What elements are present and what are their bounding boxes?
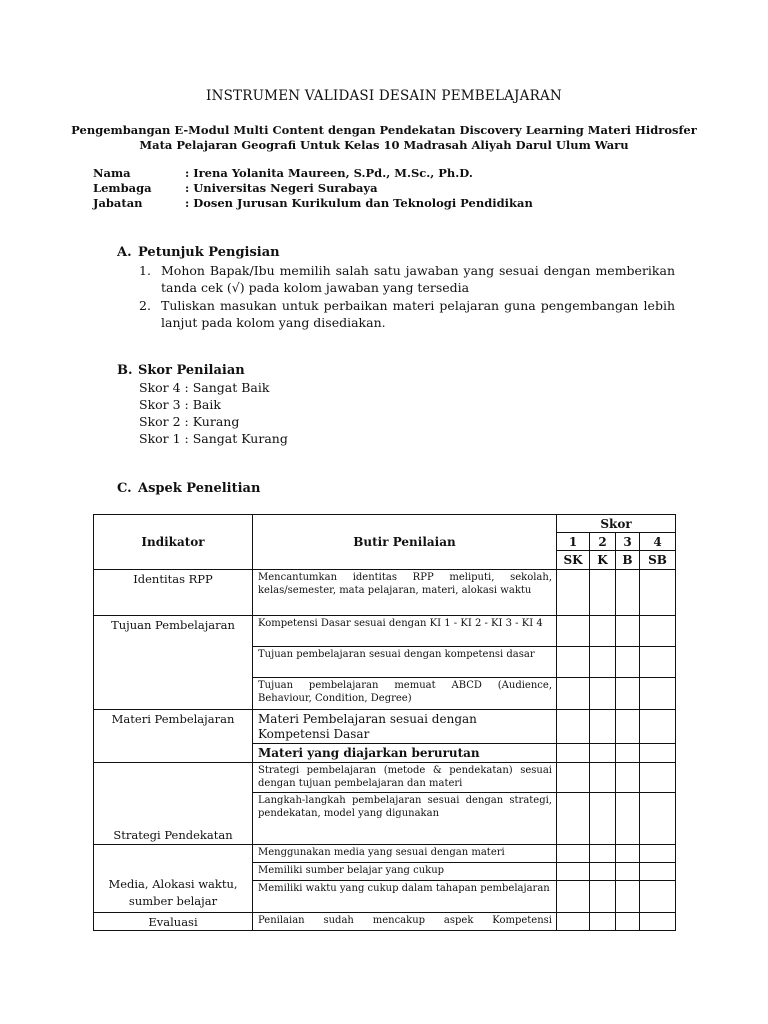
- score-cell-sk[interactable]: [557, 863, 590, 881]
- indicator-cell: Evaluasi: [94, 913, 253, 931]
- score-cell-sk[interactable]: [557, 570, 590, 616]
- score-description: Skor 3 : Baik: [139, 397, 221, 412]
- score-cell-b[interactable]: [616, 763, 640, 793]
- score-cell-sb[interactable]: [640, 763, 676, 793]
- score-cell-k[interactable]: [590, 678, 616, 710]
- score-cell-sb[interactable]: [640, 570, 676, 616]
- section-c-heading: [117, 481, 417, 499]
- score-cell-sb[interactable]: [640, 678, 676, 710]
- header-butir-penilaian: Butir Penilaian: [253, 515, 557, 570]
- score-cell-k[interactable]: [590, 863, 616, 881]
- score-cell-b[interactable]: [616, 570, 640, 616]
- table-row: [94, 845, 676, 863]
- score-cell-b[interactable]: [616, 647, 640, 678]
- score-code: SB: [640, 551, 676, 570]
- table-row: [94, 710, 676, 744]
- score-cell-sk[interactable]: [557, 881, 590, 913]
- score-cell-b[interactable]: [616, 710, 640, 744]
- section-letter: B.: [117, 363, 133, 378]
- document-title: INSTRUMEN VALIDASI DESAIN PEMBELAJARAN: [206, 88, 562, 104]
- identity-label: Jabatan: [93, 196, 143, 210]
- identity-value: : Dosen Jurusan Kurikulum dan Teknologi Pendidikan: [185, 196, 533, 210]
- indicator-cell: Materi Pembelajaran: [94, 710, 253, 763]
- score-cell-k[interactable]: [590, 647, 616, 678]
- header-indikator: Indikator: [94, 515, 253, 570]
- score-cell-sk[interactable]: [557, 710, 590, 744]
- instruction-number: 2.: [139, 298, 151, 313]
- score-cell-sk[interactable]: [557, 647, 590, 678]
- identity-value: : Irena Yolanita Maureen, S.Pd., M.Sc., Ph.D.: [185, 166, 473, 180]
- score-description: Skor 4 : Sangat Baik: [139, 380, 270, 395]
- assessment-item: Menggunakan media yang sesuai dengan materi: [253, 845, 557, 863]
- assessment-item: Langkah-langkah pembelajaran sesuai dengan strategi, pendekatan, model yang digunakan: [253, 793, 557, 845]
- score-description: Skor 1 : Sangat Kurang: [139, 431, 288, 446]
- score-cell-sb[interactable]: [640, 710, 676, 744]
- score-cell-sk[interactable]: [557, 845, 590, 863]
- score-cell-k[interactable]: [590, 845, 616, 863]
- table-row: [94, 763, 676, 793]
- section-letter: C.: [117, 481, 132, 496]
- score-cell-sk[interactable]: [557, 793, 590, 845]
- section-a-heading: [117, 245, 417, 263]
- score-cell-k[interactable]: [590, 616, 616, 647]
- assessment-item: Strategi pembelajaran (metode & pendekatan) sesuai dengan tujuan pembelajaran dan materi: [253, 763, 557, 793]
- assessment-item: Materi Pembelajaran sesuai dengan Kompetensi Dasar: [253, 710, 557, 744]
- score-cell-k[interactable]: [590, 744, 616, 763]
- score-cell-b[interactable]: [616, 793, 640, 845]
- identity-value: : Universitas Negeri Surabaya: [185, 181, 378, 195]
- score-cell-b[interactable]: [616, 845, 640, 863]
- score-cell-sb[interactable]: [640, 863, 676, 881]
- score-cell-b[interactable]: [616, 913, 640, 931]
- score-cell-b[interactable]: [616, 616, 640, 647]
- score-code: SK: [557, 551, 590, 570]
- assessment-table: [93, 514, 676, 931]
- header-skor: Skor: [557, 515, 676, 533]
- score-cell-sb[interactable]: [640, 647, 676, 678]
- score-cell-sk[interactable]: [557, 913, 590, 931]
- score-cell-sb[interactable]: [640, 881, 676, 913]
- score-cell-k[interactable]: [590, 763, 616, 793]
- section-b-heading: [117, 363, 417, 381]
- score-cell-k[interactable]: [590, 881, 616, 913]
- table-row: [94, 913, 676, 931]
- assessment-item: Mencantumkan identitas RPP meliputi, sekolah, kelas/semester, mata pelajaran, materi, alokasi waktu: [253, 570, 557, 616]
- identity-label: Lembaga: [93, 181, 152, 195]
- score-description: Skor 2 : Kurang: [139, 414, 240, 429]
- indicator-cell: Media, Alokasi waktu, sumber belajar: [94, 845, 253, 913]
- table-row: [94, 570, 676, 616]
- score-cell-sk[interactable]: [557, 678, 590, 710]
- table-row: [94, 616, 676, 647]
- assessment-item: Penilaian sudah mencakup aspek Kompetensi: [253, 913, 557, 931]
- score-cell-k[interactable]: [590, 793, 616, 845]
- section-title: Petunjuk Pengisian: [138, 245, 280, 260]
- table-header-row: [94, 515, 676, 533]
- score-code: K: [590, 551, 616, 570]
- subtitle-line-2: Mata Pelajaran Geografi Untuk Kelas 10 Madrasah Aliyah Darul Ulum Waru: [139, 138, 629, 152]
- section-letter: A.: [117, 245, 132, 260]
- score-cell-b[interactable]: [616, 881, 640, 913]
- score-cell-sb[interactable]: [640, 616, 676, 647]
- instruction-text: Tuliskan masukan untuk perbaikan materi pelajaran guna pengembangan lebih lanjut pada kolom yang disediakan.: [161, 298, 675, 330]
- score-cell-k[interactable]: [590, 913, 616, 931]
- indicator-cell: Strategi Pendekatan: [94, 763, 253, 845]
- score-number: 1: [557, 533, 590, 551]
- assessment-item: Memiliki sumber belajar yang cukup: [253, 863, 557, 881]
- assessment-item: Materi yang diajarkan berurutan: [253, 744, 557, 763]
- indicator-cell: Identitas RPP: [94, 570, 253, 616]
- assessment-item: Tujuan pembelajaran sesuai dengan kompetensi dasar: [253, 647, 557, 678]
- assessment-item: Memiliki waktu yang cukup dalam tahapan pembelajaran: [253, 881, 557, 913]
- score-number: 3: [616, 533, 640, 551]
- score-code: B: [616, 551, 640, 570]
- score-cell-sb[interactable]: [640, 845, 676, 863]
- score-cell-b[interactable]: [616, 744, 640, 763]
- score-cell-sb[interactable]: [640, 793, 676, 845]
- score-cell-sb[interactable]: [640, 744, 676, 763]
- score-cell-k[interactable]: [590, 570, 616, 616]
- score-cell-k[interactable]: [590, 710, 616, 744]
- score-number: 2: [590, 533, 616, 551]
- section-title: Aspek Penelitian: [138, 481, 261, 496]
- score-number: 4: [640, 533, 676, 551]
- score-cell-sk[interactable]: [557, 763, 590, 793]
- subtitle-line-1: Pengembangan E-Modul Multi Content dengan Pendekatan Discovery Learning Materi Hidrosfer: [71, 123, 697, 137]
- assessment-item: Kompetensi Dasar sesuai dengan KI 1 - KI 2 - KI 3 - KI 4: [253, 616, 557, 647]
- score-cell-sk[interactable]: [557, 744, 590, 763]
- assessment-item: Tujuan pembelajaran memuat ABCD (Audience, Behaviour, Condition, Degree): [253, 678, 557, 710]
- score-cell-sk[interactable]: [557, 616, 590, 647]
- indicator-cell: Tujuan Pembelajaran: [94, 616, 253, 710]
- score-cell-b[interactable]: [616, 678, 640, 710]
- section-title: Skor Penilaian: [138, 363, 245, 378]
- instruction-item-1: [139, 262, 675, 298]
- instruction-number: 1.: [139, 263, 151, 278]
- identity-label: Nama: [93, 166, 131, 180]
- score-cell-b[interactable]: [616, 863, 640, 881]
- score-cell-sb[interactable]: [640, 913, 676, 931]
- instruction-text: Mohon Bapak/Ibu memilih salah satu jawaban yang sesuai dengan memberikan tanda cek (√) pada kolom jawaban yang tersedia: [161, 263, 675, 295]
- instruction-item-2: [139, 297, 675, 333]
